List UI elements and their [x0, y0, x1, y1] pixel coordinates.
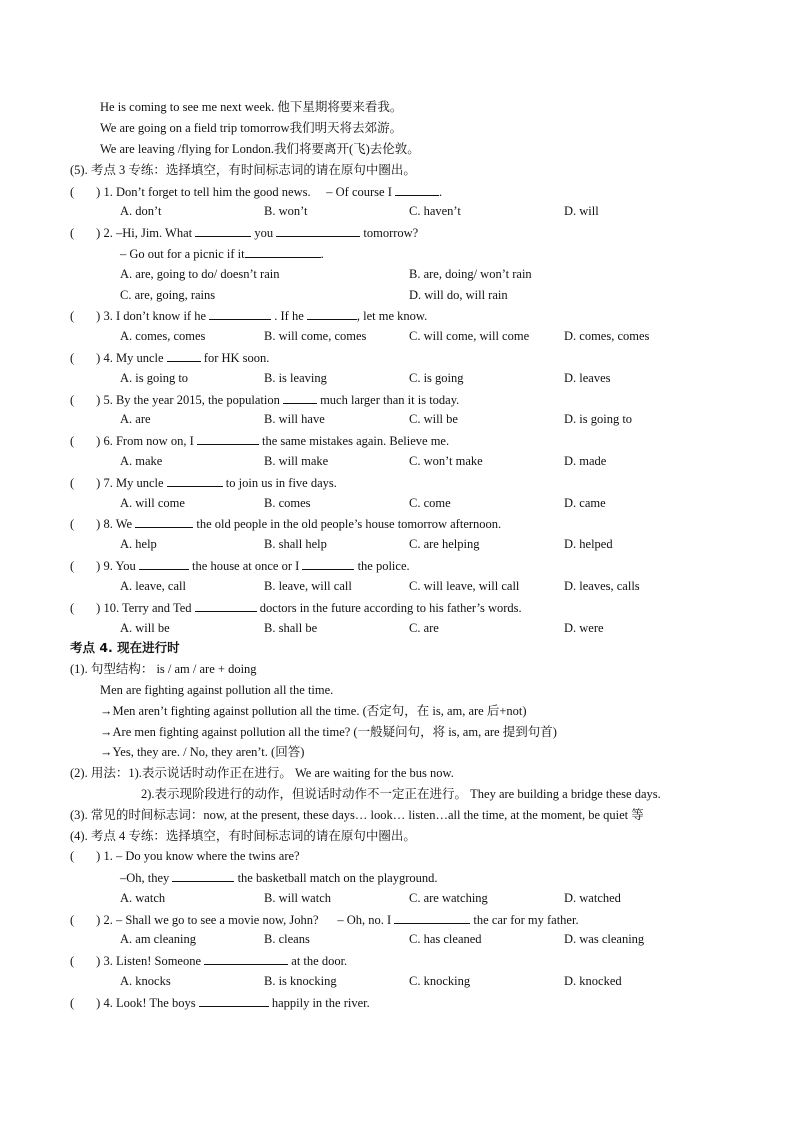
- option-b: B. won’t: [264, 204, 308, 218]
- option-b: B. leave, will call: [264, 579, 352, 593]
- blank: [199, 994, 269, 1007]
- question-text: –Hi, Jim. What: [115, 226, 193, 240]
- practice-question-3: [70, 952, 347, 969]
- question-text: – Oh, no. I: [337, 913, 392, 927]
- option-a: A. knocks: [120, 974, 171, 988]
- question-number: ) 1.: [96, 849, 113, 863]
- question-text: My uncle: [115, 476, 164, 490]
- question-text: the old people in the old people’s house tomorrow afternoon.: [196, 517, 502, 531]
- option-d: D. leaves, calls: [564, 579, 640, 593]
- question-3: [70, 307, 427, 324]
- example-line: Men are fighting against pollution all the time.: [100, 683, 334, 697]
- question-number: ) 6.: [96, 434, 113, 448]
- option-d: D. were: [564, 621, 604, 635]
- question-text: the same mistakes again. Believe me.: [262, 434, 450, 448]
- question-text: Listen! Someone: [115, 954, 202, 968]
- question-number: ) 4.: [96, 996, 113, 1010]
- option-a: A. will be: [120, 621, 170, 635]
- question-text: From now on, I: [115, 434, 194, 448]
- question-10: [70, 599, 522, 616]
- option-b: B. will have: [264, 412, 325, 426]
- question-text: Look! The boys: [115, 996, 196, 1010]
- option-a: A. make: [120, 454, 163, 468]
- question-7: [70, 474, 337, 491]
- open-paren: (: [70, 185, 75, 199]
- usage-line: 2).表示现阶段进行的动作，但说话时动作不一定正在进行。 They are building a bridge these days.: [141, 787, 661, 801]
- option-a: A. will come: [120, 496, 185, 510]
- blank: [204, 952, 288, 965]
- option-a: A. are, going to do/ doesn’t rain: [120, 267, 280, 281]
- question-8: [70, 515, 501, 532]
- section-heading: (4). 考点 4 专练：选择填空，有时间标志词的请在原句中圈出。: [70, 829, 416, 843]
- blank: [395, 183, 439, 196]
- option-b: B. cleans: [264, 932, 310, 946]
- blank: [195, 599, 257, 612]
- option-c: C. are watching: [409, 891, 488, 905]
- question-text: the car for my father.: [473, 913, 579, 927]
- option-c: C. will be: [409, 412, 458, 426]
- blank: [394, 911, 470, 924]
- blank: [276, 224, 360, 237]
- question-4: [70, 349, 269, 366]
- practice-question-2: [70, 911, 579, 928]
- usage-line: (2). 用法：1).表示说话时动作正在进行。 We are waiting for the bus now.: [70, 766, 454, 780]
- question-text: – Shall we go to see a movie now, John?: [115, 913, 319, 927]
- option-c: C. come: [409, 496, 451, 510]
- option-d: D. leaves: [564, 371, 611, 385]
- question-6: [70, 432, 449, 449]
- option-d: D. will: [564, 204, 599, 218]
- question-text: much larger than it is today.: [320, 393, 460, 407]
- option-a: A. comes, comes: [120, 329, 206, 343]
- option-b: B. will make: [264, 454, 329, 468]
- option-d: D. helped: [564, 537, 613, 551]
- blank: [245, 245, 321, 258]
- blank: [135, 515, 193, 528]
- open-paren: (: [70, 996, 75, 1010]
- question-text: Terry and Ted: [122, 601, 192, 615]
- option-a: A. don’t: [120, 204, 162, 218]
- open-paren: (: [70, 601, 75, 615]
- option-d: D. knocked: [564, 974, 622, 988]
- option-b: B. will come, comes: [264, 329, 367, 343]
- blank: [139, 557, 189, 570]
- blank: [167, 474, 223, 487]
- section-title: 考点 4. 现在进行时: [70, 640, 180, 655]
- option-b: B. are, doing/ won’t rain: [409, 267, 532, 281]
- option-b: B. shall be: [264, 621, 318, 635]
- question-1: [70, 183, 442, 200]
- question-number: ) 3.: [96, 954, 113, 968]
- question-text: Don’t forget to tell him the good news.: [115, 185, 311, 199]
- practice-question-1-line2: [120, 869, 438, 886]
- open-paren: (: [70, 913, 75, 927]
- question-text: doctors in the future according to his father’s words.: [259, 601, 522, 615]
- option-d: D. made: [564, 454, 607, 468]
- option-a: A. is going to: [120, 371, 189, 385]
- question-text: to join us in five days.: [225, 476, 337, 490]
- question-9: [70, 557, 410, 574]
- question-text: –Oh, they: [120, 871, 170, 885]
- open-paren: (: [70, 434, 75, 448]
- example-line: We are leaving /flying for London.我们将要离开(飞)去伦敦。: [100, 142, 420, 156]
- question-2: [70, 224, 418, 241]
- option-c: C. are: [409, 621, 439, 635]
- section-heading: (5). 考点 3 专练：选择填空，有时间标志词的请在原句中圈出。: [70, 163, 416, 177]
- open-paren: (: [70, 517, 75, 531]
- practice-question-1: [70, 848, 300, 864]
- question-text: the police.: [357, 559, 410, 573]
- question-text: , let me know.: [356, 309, 428, 323]
- question-number: ) 9.: [96, 559, 113, 573]
- blank: [307, 307, 357, 320]
- question-text: you: [254, 226, 274, 240]
- open-paren: (: [70, 393, 75, 407]
- open-paren: (: [70, 226, 75, 240]
- question-number: ) 2.: [96, 913, 113, 927]
- blank: [172, 869, 234, 882]
- question-text: the house at once or I: [192, 559, 300, 573]
- question-text: We: [115, 517, 133, 531]
- blank: [283, 391, 317, 404]
- question-text: .: [320, 247, 324, 261]
- blank: [167, 349, 201, 362]
- option-b: B. is knocking: [264, 974, 337, 988]
- blank: [302, 557, 354, 570]
- example-line: He is coming to see me next week. 他下星期将要来看我。: [100, 100, 403, 114]
- option-b: B. is leaving: [264, 371, 327, 385]
- practice-question-4: [70, 994, 370, 1011]
- question-text: – Do you know where the twins are?: [115, 849, 300, 863]
- option-c: C. will leave, will call: [409, 579, 520, 593]
- open-paren: (: [70, 849, 75, 863]
- option-d: D. watched: [564, 891, 621, 905]
- option-c: C. are, going, rains: [120, 288, 216, 302]
- option-d: D. is going to: [564, 412, 633, 426]
- blank: [209, 307, 271, 320]
- question-text: the basketball match on the playground.: [237, 871, 438, 885]
- question-number: ) 5.: [96, 393, 113, 407]
- question-text: You: [115, 559, 136, 573]
- option-c: C. will come, will come: [409, 329, 530, 343]
- question-text: . If he: [274, 309, 304, 323]
- example-line: →Yes, they are. / No, they aren’t. (回答): [100, 745, 305, 759]
- option-a: A. help: [120, 537, 157, 551]
- option-c: C. knocking: [409, 974, 471, 988]
- option-d: D. comes, comes: [564, 329, 650, 343]
- question-number: ) 8.: [96, 517, 113, 531]
- question-number: ) 3.: [96, 309, 113, 323]
- question-5: [70, 391, 459, 408]
- question-number: ) 10.: [96, 601, 120, 615]
- time-markers-line: (3). 常见的时间标志词：now, at the present, these days… look… listen…all the time, at the moment, be quiet 等: [70, 808, 644, 822]
- question-number: ) 4.: [96, 351, 113, 365]
- question-text: happily in the river.: [271, 996, 370, 1010]
- question-text: .: [438, 185, 443, 199]
- example-line: We are going on a field trip tomorrow我们明天将去郊游。: [100, 121, 403, 135]
- open-paren: (: [70, 309, 75, 323]
- option-b: B. will watch: [264, 891, 332, 905]
- open-paren: (: [70, 476, 75, 490]
- option-a: A. watch: [120, 891, 166, 905]
- option-d: D. was cleaning: [564, 932, 645, 946]
- option-d: D. will do, will rain: [409, 288, 508, 302]
- option-d: D. came: [564, 496, 606, 510]
- question-text: – Go out for a picnic if it: [120, 247, 245, 261]
- question-text: at the door.: [291, 954, 348, 968]
- question-text: tomorrow?: [363, 226, 419, 240]
- question-text: for HK soon.: [203, 351, 270, 365]
- question-number: ) 2.: [96, 226, 113, 240]
- option-a: A. are: [120, 412, 151, 426]
- question-number: ) 7.: [96, 476, 113, 490]
- option-a: A. am cleaning: [120, 932, 197, 946]
- example-line: →Are men fighting against pollution all the time? (一般疑问句，将 is, am, are 提到句首): [100, 725, 557, 739]
- option-a: A. leave, call: [120, 579, 186, 593]
- option-b: B. shall help: [264, 537, 327, 551]
- question-number: ) 1.: [96, 185, 113, 199]
- structure-line: (1). 句型结构： is / am / are + doing: [70, 662, 257, 676]
- option-c: C. has cleaned: [409, 932, 482, 946]
- open-paren: (: [70, 351, 75, 365]
- option-c: C. haven’t: [409, 204, 461, 218]
- question-text: My uncle: [115, 351, 164, 365]
- question-text: By the year 2015, the population: [115, 393, 280, 407]
- example-line: →Men aren’t fighting against pollution all the time. (否定句，在 is, am, are 后+not): [100, 704, 527, 718]
- option-c: C. is going: [409, 371, 464, 385]
- question-text: I don’t know if he: [115, 309, 207, 323]
- option-c: C. won’t make: [409, 454, 483, 468]
- question-text: – Of course I: [326, 185, 392, 199]
- open-paren: (: [70, 559, 75, 573]
- open-paren: (: [70, 954, 75, 968]
- blank: [197, 432, 259, 445]
- option-c: C. are helping: [409, 537, 480, 551]
- blank: [195, 224, 251, 237]
- option-b: B. comes: [264, 496, 311, 510]
- question-2-line2: [120, 245, 324, 262]
